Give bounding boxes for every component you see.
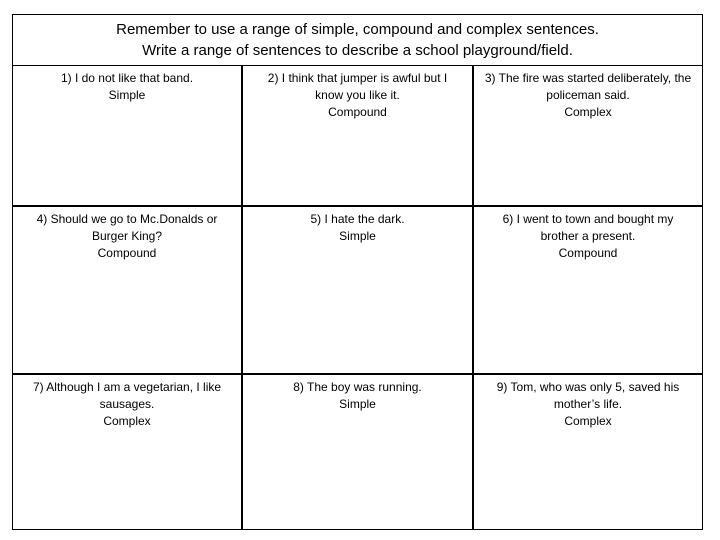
sentence-type: Simple: [339, 397, 376, 411]
sentence-text: 4) Should we go to Mc.Donalds or Burger King?: [36, 212, 218, 243]
sentence-type: Simple: [339, 229, 376, 243]
sentence-cell-7: [13, 375, 243, 529]
sentence-type: Complex: [564, 105, 612, 119]
sentence-type: Compound: [328, 105, 387, 119]
instructions-header: [13, 15, 702, 66]
sentence-type: Compound: [97, 246, 157, 260]
sentence-cell-9: [474, 375, 702, 529]
instruction-line-1: Remember to use a range of simple, compound and complex sentences.: [116, 21, 599, 38]
sentence-type: Compound: [558, 246, 618, 260]
sentence-text: 9) Tom, who was only 5, saved his mother’s life.: [496, 380, 680, 411]
sentence-text: 6) I went to town and bought my brother a present.: [502, 212, 674, 243]
sentence-text: 3) The fire was started deliberately, the policeman said.: [484, 71, 692, 102]
sentence-cell-4: [13, 207, 243, 375]
sentence-text: 1) I do not like that band.: [60, 71, 194, 85]
sentence-grid: [13, 66, 702, 529]
sentence-cell-2: [243, 66, 474, 207]
instruction-line-2: Write a range of sentences to describe a school playground/field.: [142, 42, 573, 59]
sentence-cell-5: [243, 207, 474, 375]
worksheet: [12, 14, 703, 530]
sentence-text: 2) I think that jumper is awful but I know you like it.: [267, 71, 448, 102]
sentence-type: Complex: [564, 414, 612, 428]
sentence-text: 8) The boy was running.: [293, 380, 422, 394]
sentence-cell-1: [13, 66, 243, 207]
sentence-cell-8: [243, 375, 474, 529]
sentence-cell-6: [474, 207, 702, 375]
sentence-type: Complex: [103, 414, 151, 428]
sentence-text: 5) I hate the dark.: [310, 212, 405, 226]
sentence-text: 7) Although I am a vegetarian, I like sausages.: [32, 380, 222, 411]
sentence-cell-3: [474, 66, 702, 207]
sentence-type: Simple: [108, 88, 146, 102]
